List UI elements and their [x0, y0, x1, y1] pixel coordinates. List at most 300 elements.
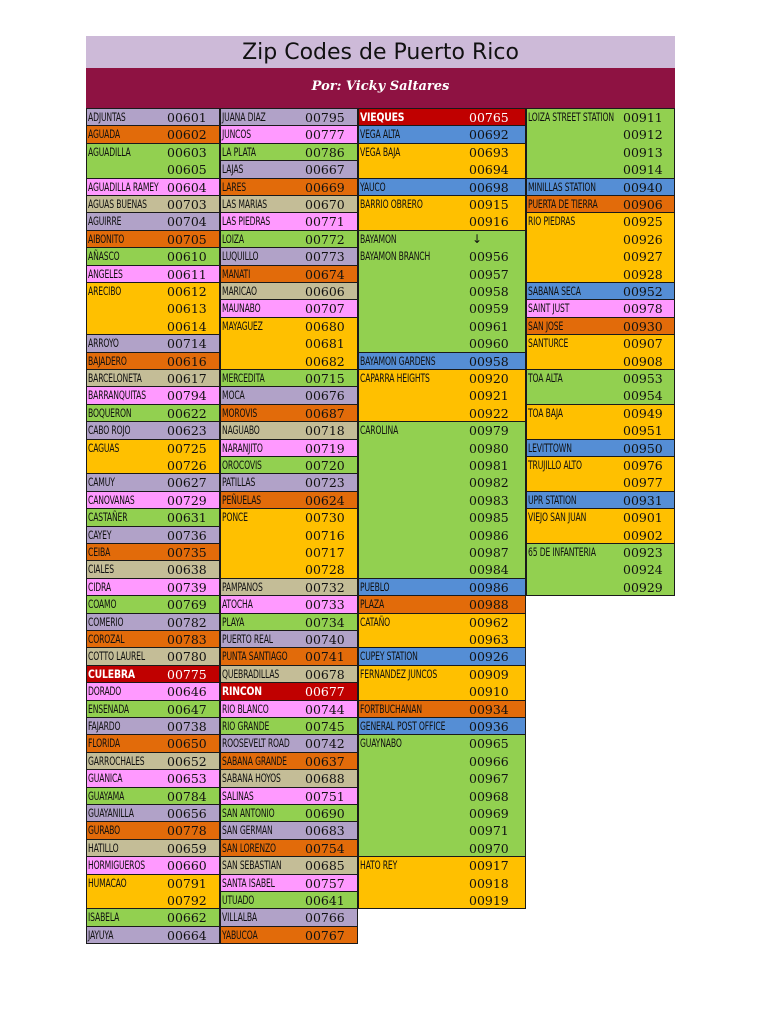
table-row — [359, 666, 526, 683]
table-row — [359, 718, 526, 735]
zip-code: 00951 — [623, 423, 663, 439]
zip-code: 00602 — [167, 127, 207, 143]
table-row — [359, 788, 526, 805]
zip-code: 00985 — [469, 510, 509, 526]
table-row — [221, 805, 358, 822]
table-row — [527, 161, 675, 178]
municipality-block — [358, 143, 526, 179]
municipality-name: SANTA ISABEL — [222, 875, 275, 890]
table-row — [527, 422, 675, 439]
municipality-block — [86, 682, 220, 700]
municipality-name: PEÑUELAS — [222, 492, 262, 507]
zip-code: 00653 — [167, 771, 207, 787]
table-row — [87, 248, 220, 265]
municipality-name: BAJADERO — [88, 353, 127, 368]
table-row — [221, 683, 358, 700]
municipality-block — [86, 247, 220, 265]
zip-code: 00667 — [305, 162, 345, 178]
zip-code: 00901 — [623, 510, 663, 526]
table-row — [527, 213, 675, 230]
table-row — [359, 753, 526, 770]
table-row — [87, 387, 220, 404]
zip-code: 00714 — [167, 336, 207, 352]
table-row — [221, 231, 358, 248]
table-row — [359, 161, 526, 178]
table-row — [221, 405, 358, 422]
municipality-name: CANOVANAS — [88, 492, 135, 507]
zip-code: 00986 — [469, 579, 509, 595]
zip-code: 00726 — [167, 457, 207, 473]
municipality-block — [220, 508, 358, 579]
municipality-name: CAPARRA HEIGHTS — [360, 371, 430, 385]
municipality-block — [526, 439, 675, 457]
table-row — [359, 457, 526, 474]
zip-code: 00603 — [167, 144, 207, 160]
table-row — [221, 909, 358, 926]
municipality-block — [526, 317, 675, 335]
table-row — [87, 805, 220, 822]
municipality-block — [526, 508, 675, 544]
table-row — [527, 144, 675, 161]
table-row — [527, 353, 675, 370]
municipality-name: LUQUILLO — [222, 249, 259, 264]
zip-code: 00739 — [167, 579, 207, 595]
municipality-name: GUAYANILLA — [88, 806, 134, 820]
zip-code: 00783 — [167, 632, 207, 647]
table-row — [359, 857, 526, 874]
table-row — [359, 353, 526, 370]
zip-code: 00965 — [469, 736, 509, 752]
municipality-name: VEGA ALTA — [360, 127, 400, 142]
table-row — [87, 735, 220, 752]
table-row — [359, 213, 526, 230]
municipality-block — [358, 352, 526, 370]
municipality-block — [220, 230, 358, 248]
zip-code: 00766 — [305, 910, 345, 926]
table-row — [527, 579, 675, 596]
municipality-name: VILLALBA — [222, 910, 258, 925]
municipality-name: ANGELES — [88, 266, 123, 281]
zip-code: 00967 — [469, 771, 509, 787]
zip-code: 00732 — [305, 579, 345, 595]
zip-code: 00936 — [469, 719, 509, 734]
municipality-block — [358, 647, 526, 665]
municipality-block — [86, 856, 220, 874]
municipality-block — [358, 230, 526, 353]
municipality-name: AGUADA — [88, 127, 120, 142]
municipality-name: BAYAMON GARDENS — [360, 353, 436, 368]
municipality-name: DORADO — [88, 684, 122, 699]
table-row — [527, 126, 675, 143]
municipality-block — [86, 421, 220, 439]
municipality-block — [86, 404, 220, 422]
municipality-name: COROZAL — [88, 632, 125, 646]
zip-code: 00794 — [167, 388, 207, 404]
zip-code: 00917 — [469, 858, 509, 874]
table-row — [359, 179, 526, 196]
municipality-block — [220, 178, 358, 196]
table-row — [221, 109, 358, 126]
table-row — [359, 266, 526, 283]
zip-code: 00959 — [469, 301, 509, 317]
municipality-block — [86, 821, 220, 839]
zip-code: 00631 — [167, 510, 207, 526]
table-row — [221, 266, 358, 283]
municipality-name: AGUADILLA — [88, 144, 131, 159]
table-row — [359, 544, 526, 561]
table-row — [87, 353, 220, 370]
table-row — [221, 875, 358, 892]
municipality-block — [86, 908, 220, 926]
municipality-block — [358, 665, 526, 701]
zip-code: 00961 — [469, 318, 509, 334]
zip-code: 00741 — [305, 649, 345, 665]
table-row — [87, 109, 220, 126]
municipality-name: AÑASCO — [88, 249, 120, 264]
municipality-name: CUPEY STATION — [360, 649, 418, 664]
zip-code: 00982 — [469, 475, 509, 491]
table-row — [221, 840, 358, 857]
table-row — [221, 248, 358, 265]
municipality-name: BARRANQUITAS — [88, 388, 146, 403]
municipality-block — [220, 613, 358, 631]
municipality-block — [526, 212, 675, 283]
table-row — [359, 300, 526, 317]
zip-code: 00772 — [305, 231, 345, 247]
municipality-name: SAINT JUST — [528, 301, 570, 316]
municipality-block — [220, 473, 358, 491]
zip-code: 00720 — [305, 458, 345, 473]
municipality-name: CABO ROJO — [88, 423, 131, 438]
zip-code: 00978 — [623, 301, 663, 317]
zip-code: 00646 — [167, 684, 207, 700]
zip-code: 00606 — [305, 284, 345, 299]
page-title: Zip Codes de Puerto Rico — [86, 36, 675, 68]
municipality-name: BAYAMON BRANCH — [360, 249, 431, 264]
municipality-name: PUNTA SANTIAGO — [222, 649, 288, 664]
table-row — [221, 788, 358, 805]
zip-code: 00613 — [167, 301, 207, 317]
municipality-block — [86, 543, 220, 561]
table-row — [359, 701, 526, 718]
zip-code: 00638 — [167, 562, 207, 578]
zip-code: 00707 — [305, 301, 345, 317]
table-row — [527, 370, 675, 387]
table-row — [221, 718, 358, 735]
table-row — [221, 927, 358, 944]
zip-code: 00970 — [469, 840, 509, 856]
municipality-block — [86, 630, 220, 648]
table-row — [87, 718, 220, 735]
zip-code: 00730 — [305, 510, 345, 526]
municipality-name: AGUIRRE — [88, 214, 122, 229]
municipality-name: UTUADO — [222, 893, 255, 907]
municipality-name: MOROVIS — [222, 405, 258, 420]
zip-code: 00610 — [167, 249, 207, 265]
municipality-name: HUMACAO — [88, 875, 127, 890]
municipality-name: RIO PIEDRAS — [528, 214, 576, 229]
table-row — [87, 492, 220, 509]
table-row — [527, 457, 675, 474]
zip-code: 00980 — [469, 440, 509, 456]
zip-code: 00745 — [305, 719, 345, 734]
zip-code: 00723 — [305, 475, 345, 491]
municipality-name: BARRIO OBRERO — [360, 197, 423, 211]
municipality-block — [86, 282, 220, 335]
municipality-block — [86, 734, 220, 752]
table-row — [221, 474, 358, 491]
municipality-name: MAUNABO — [222, 301, 261, 316]
municipality-block — [220, 839, 358, 857]
municipality-block — [86, 839, 220, 857]
zip-code: 00680 — [305, 318, 345, 334]
zip-code: 00915 — [469, 197, 509, 212]
municipality-name: LA PLATA — [222, 144, 256, 159]
municipality-name: COAMO — [88, 597, 117, 612]
zip-code: 00682 — [305, 353, 345, 369]
table-row — [221, 318, 358, 335]
table-row — [87, 527, 220, 544]
zip-code: 00733 — [305, 597, 345, 613]
zip-code: 00923 — [623, 545, 663, 560]
municipality-block — [358, 108, 526, 126]
municipality-block — [86, 212, 220, 230]
table-row — [221, 126, 358, 143]
zip-code: 00624 — [305, 492, 345, 508]
municipality-name: VIEQUES — [360, 110, 405, 124]
municipality-name: GURABO — [88, 823, 120, 838]
table-row — [87, 701, 220, 718]
municipality-block — [86, 752, 220, 770]
municipality-name: YABUCOA — [222, 927, 258, 942]
municipality-block — [526, 195, 675, 213]
zip-code: 00908 — [623, 353, 663, 369]
zip-code: 00979 — [469, 423, 509, 439]
municipality-name: GUANICA — [88, 771, 123, 786]
municipality-block — [526, 108, 675, 179]
zip-code: 00960 — [469, 336, 509, 352]
municipality-name: PATILLAS — [222, 475, 256, 490]
municipality-block — [526, 456, 675, 492]
zip-code: 00983 — [469, 492, 509, 508]
table-row — [87, 196, 220, 213]
zip-code: 00918 — [469, 875, 509, 891]
table-row — [527, 527, 675, 544]
municipality-block — [86, 700, 220, 718]
municipality-block — [86, 108, 220, 126]
table-row — [87, 892, 220, 909]
municipality-name: ATOCHA — [222, 597, 253, 612]
municipality-name: CAMUY — [88, 475, 115, 490]
table-row — [527, 492, 675, 509]
municipality-block — [86, 439, 220, 475]
municipality-block — [526, 404, 675, 440]
table-row — [221, 527, 358, 544]
municipality-block — [86, 125, 220, 143]
table-row — [359, 579, 526, 596]
municipality-block — [220, 908, 358, 926]
municipality-block — [220, 404, 358, 422]
zip-code: 00909 — [469, 666, 509, 682]
municipality-block — [526, 491, 675, 509]
zip-code: 00977 — [623, 475, 663, 491]
municipality-block — [358, 178, 526, 196]
municipality-name: MARICAO — [222, 284, 257, 298]
municipality-name: COTTO LAUREL — [88, 649, 145, 664]
municipality-name: YAUCO — [360, 179, 386, 194]
zip-code: 00907 — [623, 336, 663, 352]
zip-code: 00919 — [469, 892, 509, 908]
municipality-name: FLORIDA — [88, 736, 120, 751]
municipality-block — [220, 125, 358, 143]
municipality-block — [220, 369, 358, 387]
table-row — [359, 248, 526, 265]
page-subtitle: Por: Vicky Saltares — [86, 68, 675, 108]
table-row — [87, 474, 220, 491]
zip-code: 00928 — [623, 266, 663, 282]
municipality-block — [220, 891, 358, 909]
municipality-name: MINILLAS STATION — [528, 179, 596, 194]
table-row — [359, 126, 526, 143]
zip-code: 00981 — [469, 457, 509, 473]
municipality-block — [220, 717, 358, 735]
zip-code: 00926 — [623, 231, 663, 247]
table-row — [87, 753, 220, 770]
zip-code: 00791 — [167, 875, 207, 891]
zip-code: 00614 — [167, 318, 207, 334]
zip-code: 00729 — [167, 492, 207, 508]
zip-code: 00623 — [167, 423, 207, 439]
zip-code: 00969 — [469, 805, 509, 821]
municipality-block — [358, 613, 526, 649]
table-row — [359, 335, 526, 352]
municipality-name: CIDRA — [88, 579, 111, 594]
table-row — [221, 144, 358, 161]
municipality-name: PAMPANOS — [222, 579, 263, 594]
municipality-name: PUERTO REAL — [222, 632, 273, 646]
municipality-name: VIEJO SAN JUAN — [528, 510, 587, 525]
zip-code: 00984 — [469, 562, 509, 578]
zip-code: 00956 — [469, 249, 509, 265]
zip-code: 00692 — [469, 127, 509, 143]
zip-code: 00604 — [167, 179, 207, 195]
municipality-block — [220, 386, 358, 404]
zip-code: 00688 — [305, 771, 345, 787]
zip-code: 00650 — [167, 736, 207, 752]
zip-code: 00744 — [305, 701, 345, 717]
municipality-block — [86, 491, 220, 509]
municipality-block — [86, 265, 220, 283]
municipality-block — [220, 317, 358, 370]
municipality-name: SAN JOSE — [528, 318, 564, 333]
table-row — [221, 666, 358, 683]
municipality-name: SAN GERMAN — [222, 823, 273, 838]
zip-code: 00652 — [167, 753, 207, 769]
municipality-name: CAYEY — [88, 527, 112, 542]
zip-code: 00934 — [469, 701, 509, 717]
municipality-block — [358, 734, 526, 857]
municipality-block — [86, 717, 220, 735]
table-row — [87, 440, 220, 457]
table-row — [221, 213, 358, 230]
table-row — [527, 318, 675, 335]
municipality-name: SAN LORENZO — [222, 840, 276, 855]
municipality-block — [220, 630, 358, 648]
zip-code: 00940 — [623, 179, 663, 195]
table-row — [527, 179, 675, 196]
municipality-name: CAGUAS — [88, 440, 120, 455]
zip-code: 00683 — [305, 823, 345, 839]
table-row — [87, 179, 220, 196]
table-row — [221, 596, 358, 613]
municipality-block — [220, 282, 358, 300]
table-row — [87, 544, 220, 561]
municipality-name: OROCOVIS — [222, 458, 262, 472]
municipality-name: GUAYNABO — [360, 736, 402, 751]
municipality-block — [220, 299, 358, 317]
municipality-block — [358, 717, 526, 735]
table-row — [527, 248, 675, 265]
zip-code: 00968 — [469, 788, 509, 804]
zip-code: 00910 — [469, 684, 509, 700]
table-row — [359, 109, 526, 126]
municipality-block — [526, 543, 675, 596]
zip-code: 00922 — [469, 405, 509, 421]
municipality-name: TRUJILLO ALTO — [528, 458, 582, 472]
table-row — [359, 892, 526, 909]
municipality-name: JUANA DIAZ — [222, 110, 266, 124]
table-row — [87, 614, 220, 631]
zip-code: 00782 — [167, 614, 207, 630]
table-row — [221, 283, 358, 300]
zip-code: 00912 — [623, 127, 663, 143]
zip-code: 00740 — [305, 632, 345, 647]
municipality-name: AGUADILLA RAMEY — [88, 179, 159, 194]
table-row — [87, 788, 220, 805]
table-row — [87, 631, 220, 648]
municipality-name: CATAÑO — [360, 614, 391, 629]
zip-code: 00641 — [305, 893, 345, 908]
municipality-name: CULEBRA — [88, 666, 135, 681]
zip-code: 00921 — [469, 388, 509, 404]
zip-code: 00953 — [623, 371, 663, 386]
table-row — [359, 440, 526, 457]
municipality-block — [86, 578, 220, 596]
municipality-block — [526, 178, 675, 196]
zip-code: 00656 — [167, 806, 207, 821]
table-row — [527, 474, 675, 491]
table-row — [221, 892, 358, 909]
municipality-name: UPR STATION — [528, 492, 577, 507]
municipality-block — [220, 595, 358, 613]
table-row — [359, 648, 526, 665]
municipality-name: LOIZA STREET STATION — [528, 110, 614, 124]
table-row — [359, 683, 526, 700]
municipality-name: LAS PIEDRAS — [222, 214, 271, 229]
zip-code: 00927 — [623, 249, 663, 265]
table-row — [359, 596, 526, 613]
municipality-block — [526, 282, 675, 300]
municipality-name: MAYAGUEZ — [222, 318, 263, 333]
municipality-block — [358, 421, 526, 579]
municipality-block — [86, 369, 220, 387]
table-row — [221, 196, 358, 213]
municipality-block — [220, 143, 358, 161]
table-row — [221, 648, 358, 665]
table-row — [527, 544, 675, 561]
municipality-block — [526, 369, 675, 405]
municipality-name: CAROLINA — [360, 423, 399, 438]
